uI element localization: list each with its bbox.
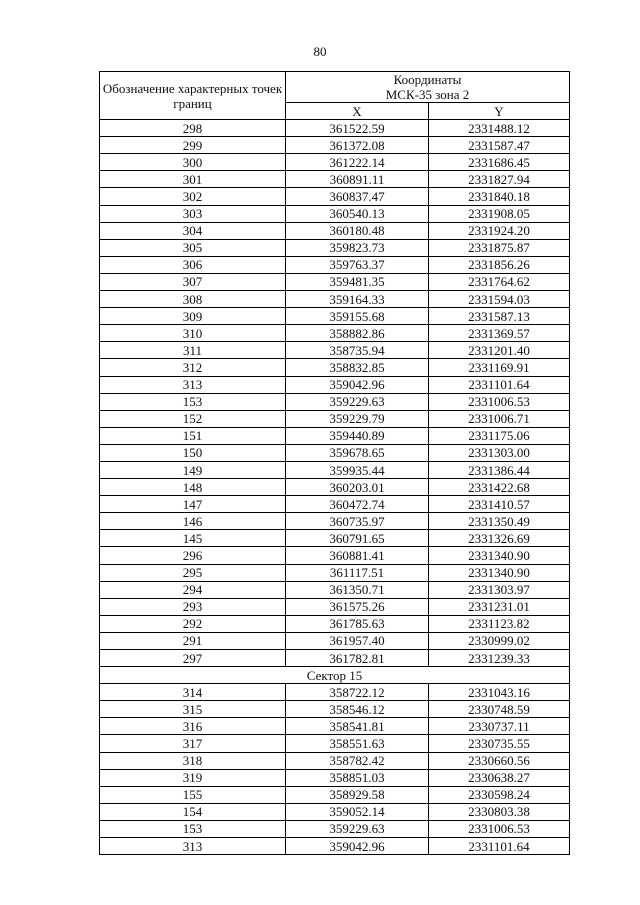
x-coordinate-cell: 360881.41 bbox=[286, 547, 429, 564]
y-coordinate-cell: 2330737.11 bbox=[429, 718, 570, 735]
point-label-header bbox=[100, 72, 286, 120]
y-coordinate-cell: 2331101.64 bbox=[429, 376, 570, 393]
x-coordinate-cell: 359823.73 bbox=[286, 239, 429, 256]
point-number-cell: 302 bbox=[100, 188, 286, 205]
x-coordinate-cell: 358546.12 bbox=[286, 701, 429, 718]
y-coordinate-cell: 2331231.01 bbox=[429, 598, 570, 615]
point-number-cell: 155 bbox=[100, 786, 286, 803]
table-row bbox=[100, 171, 570, 188]
y-coordinate-cell: 2331924.20 bbox=[429, 222, 570, 239]
point-number-cell: 309 bbox=[100, 308, 286, 325]
y-coordinate-cell: 2331169.91 bbox=[429, 359, 570, 376]
x-coordinate-cell: 360735.97 bbox=[286, 513, 429, 530]
point-number-cell: 308 bbox=[100, 291, 286, 308]
point-number-cell: 310 bbox=[100, 325, 286, 342]
y-coordinate-cell: 2331101.64 bbox=[429, 838, 570, 855]
y-coordinate-cell: 2330803.38 bbox=[429, 803, 570, 820]
table-row bbox=[100, 803, 570, 820]
point-number-cell: 299 bbox=[100, 137, 286, 154]
y-coordinate-cell: 2331006.53 bbox=[429, 820, 570, 837]
x-coordinate-cell: 360203.01 bbox=[286, 479, 429, 496]
point-number-cell: 315 bbox=[100, 701, 286, 718]
point-number-cell: 297 bbox=[100, 650, 286, 667]
x-coordinate-cell: 359935.44 bbox=[286, 461, 429, 478]
y-coordinate-cell: 2331123.82 bbox=[429, 615, 570, 632]
y-coordinate-cell: 2330999.02 bbox=[429, 632, 570, 649]
y-coordinate-cell: 2331840.18 bbox=[429, 188, 570, 205]
x-coordinate-cell: 358782.42 bbox=[286, 752, 429, 769]
table-row bbox=[100, 479, 570, 496]
table-row bbox=[100, 359, 570, 376]
point-number-cell: 293 bbox=[100, 598, 286, 615]
point-label-text: Обозначение характерных точек границ bbox=[102, 80, 283, 111]
coordinates-header bbox=[286, 72, 570, 103]
x-coordinate-cell: 360472.74 bbox=[286, 496, 429, 513]
point-number-cell: 301 bbox=[100, 171, 286, 188]
table-row bbox=[100, 410, 570, 427]
table-row bbox=[100, 769, 570, 786]
x-coordinate-cell: 359678.65 bbox=[286, 444, 429, 461]
x-coordinate-cell: 359229.79 bbox=[286, 410, 429, 427]
y-coordinate-cell: 2331006.71 bbox=[429, 410, 570, 427]
x-coordinate-cell: 359052.14 bbox=[286, 803, 429, 820]
table-row bbox=[100, 547, 570, 564]
point-number-cell: 154 bbox=[100, 803, 286, 820]
table-row bbox=[100, 598, 570, 615]
y-coordinate-cell: 2331303.00 bbox=[429, 444, 570, 461]
x-coordinate-cell: 361350.71 bbox=[286, 581, 429, 598]
point-number-cell: 307 bbox=[100, 273, 286, 290]
table-row bbox=[100, 120, 570, 137]
table-row bbox=[100, 273, 570, 290]
table-row bbox=[100, 325, 570, 342]
x-coordinate-cell: 360791.65 bbox=[286, 530, 429, 547]
point-number-cell: 147 bbox=[100, 496, 286, 513]
x-coordinate-cell: 360540.13 bbox=[286, 205, 429, 222]
point-number-cell: 153 bbox=[100, 393, 286, 410]
x-coordinate-cell: 358851.03 bbox=[286, 769, 429, 786]
x-coordinate-cell: 360837.47 bbox=[286, 188, 429, 205]
point-number-cell: 300 bbox=[100, 154, 286, 171]
x-coordinate-cell: 358929.58 bbox=[286, 786, 429, 803]
y-coordinate-cell: 2331350.49 bbox=[429, 513, 570, 530]
table-body bbox=[100, 120, 570, 667]
point-number-cell: 304 bbox=[100, 222, 286, 239]
table-row bbox=[100, 427, 570, 444]
y-coordinate-cell: 2330638.27 bbox=[429, 769, 570, 786]
x-coordinate-cell: 359440.89 bbox=[286, 427, 429, 444]
x-coordinate-cell: 361222.14 bbox=[286, 154, 429, 171]
y-column-header: Y bbox=[429, 103, 570, 120]
x-coordinate-cell: 358882.86 bbox=[286, 325, 429, 342]
y-coordinate-cell: 2331908.05 bbox=[429, 205, 570, 222]
table-row bbox=[100, 650, 570, 667]
point-number-cell: 311 bbox=[100, 342, 286, 359]
x-coordinate-cell: 359763.37 bbox=[286, 256, 429, 273]
table-row bbox=[100, 342, 570, 359]
point-number-cell: 295 bbox=[100, 564, 286, 581]
point-number-cell: 146 bbox=[100, 513, 286, 530]
y-coordinate-cell: 2330598.24 bbox=[429, 786, 570, 803]
point-number-cell: 314 bbox=[100, 684, 286, 701]
point-number-cell: 313 bbox=[100, 376, 286, 393]
sector-label: Сектор 15 bbox=[100, 667, 570, 684]
table-row bbox=[100, 291, 570, 308]
y-coordinate-cell: 2331422.68 bbox=[429, 479, 570, 496]
x-coordinate-cell: 358541.81 bbox=[286, 718, 429, 735]
point-number-cell: 312 bbox=[100, 359, 286, 376]
table-row bbox=[100, 188, 570, 205]
sector-row bbox=[100, 667, 570, 684]
x-coordinate-cell: 361575.26 bbox=[286, 598, 429, 615]
x-coordinate-cell: 359229.63 bbox=[286, 393, 429, 410]
y-coordinate-cell: 2331201.40 bbox=[429, 342, 570, 359]
table-row bbox=[100, 239, 570, 256]
y-coordinate-cell: 2331686.45 bbox=[429, 154, 570, 171]
table-row bbox=[100, 581, 570, 598]
sector-table-body bbox=[100, 684, 570, 855]
x-coordinate-cell: 360891.11 bbox=[286, 171, 429, 188]
x-coordinate-cell: 361782.81 bbox=[286, 650, 429, 667]
point-number-cell: 298 bbox=[100, 120, 286, 137]
table-row bbox=[100, 513, 570, 530]
x-coordinate-cell: 358832.85 bbox=[286, 359, 429, 376]
y-coordinate-cell: 2331587.47 bbox=[429, 137, 570, 154]
table-row bbox=[100, 393, 570, 410]
table-row bbox=[100, 838, 570, 855]
table-row bbox=[100, 154, 570, 171]
table-row bbox=[100, 222, 570, 239]
coordinates-title: Координаты bbox=[393, 72, 462, 87]
table-row bbox=[100, 530, 570, 547]
point-number-cell: 316 bbox=[100, 718, 286, 735]
x-coordinate-cell: 358551.63 bbox=[286, 735, 429, 752]
x-coordinate-cell: 359164.33 bbox=[286, 291, 429, 308]
table-row bbox=[100, 376, 570, 393]
table-row bbox=[100, 718, 570, 735]
point-number-cell: 148 bbox=[100, 479, 286, 496]
point-number-cell: 153 bbox=[100, 820, 286, 837]
y-coordinate-cell: 2331175.06 bbox=[429, 427, 570, 444]
point-number-cell: 306 bbox=[100, 256, 286, 273]
point-number-cell: 296 bbox=[100, 547, 286, 564]
point-number-cell: 319 bbox=[100, 769, 286, 786]
y-coordinate-cell: 2330660.56 bbox=[429, 752, 570, 769]
table-row bbox=[100, 786, 570, 803]
y-coordinate-cell: 2331006.53 bbox=[429, 393, 570, 410]
point-number-cell: 291 bbox=[100, 632, 286, 649]
table-header bbox=[100, 72, 570, 120]
table-row bbox=[100, 820, 570, 837]
point-number-cell: 150 bbox=[100, 444, 286, 461]
y-coordinate-cell: 2331764.62 bbox=[429, 273, 570, 290]
x-coordinate-cell: 358722.12 bbox=[286, 684, 429, 701]
y-coordinate-cell: 2331239.33 bbox=[429, 650, 570, 667]
y-coordinate-cell: 2331594.03 bbox=[429, 291, 570, 308]
point-number-cell: 313 bbox=[100, 838, 286, 855]
x-coordinate-cell: 361117.51 bbox=[286, 564, 429, 581]
x-coordinate-cell: 360180.48 bbox=[286, 222, 429, 239]
y-coordinate-cell: 2331827.94 bbox=[429, 171, 570, 188]
table-row bbox=[100, 137, 570, 154]
point-number-cell: 294 bbox=[100, 581, 286, 598]
table-row bbox=[100, 256, 570, 273]
point-number-cell: 151 bbox=[100, 427, 286, 444]
point-number-cell: 318 bbox=[100, 752, 286, 769]
point-number-cell: 317 bbox=[100, 735, 286, 752]
y-coordinate-cell: 2331875.87 bbox=[429, 239, 570, 256]
table-row bbox=[100, 308, 570, 325]
point-number-cell: 152 bbox=[100, 410, 286, 427]
table-row bbox=[100, 735, 570, 752]
y-coordinate-cell: 2331043.16 bbox=[429, 684, 570, 701]
point-number-cell: 149 bbox=[100, 461, 286, 478]
y-coordinate-cell: 2331369.57 bbox=[429, 325, 570, 342]
point-number-cell: 303 bbox=[100, 205, 286, 222]
x-coordinate-cell: 359229.63 bbox=[286, 820, 429, 837]
page-number: 80 bbox=[313, 44, 327, 59]
coordinates-table bbox=[99, 71, 570, 855]
table-row bbox=[100, 444, 570, 461]
y-coordinate-cell: 2331340.90 bbox=[429, 547, 570, 564]
x-coordinate-cell: 359481.35 bbox=[286, 273, 429, 290]
point-number-cell: 292 bbox=[100, 615, 286, 632]
table-row bbox=[100, 701, 570, 718]
table-row bbox=[100, 632, 570, 649]
x-coordinate-cell: 361372.08 bbox=[286, 137, 429, 154]
y-coordinate-cell: 2331488.12 bbox=[429, 120, 570, 137]
y-coordinate-cell: 2330748.59 bbox=[429, 701, 570, 718]
y-coordinate-cell: 2331386.44 bbox=[429, 461, 570, 478]
table-row bbox=[100, 752, 570, 769]
x-coordinate-cell: 359042.96 bbox=[286, 838, 429, 855]
sector-heading bbox=[100, 667, 570, 684]
coordinate-system-label: МСК-35 зона 2 bbox=[385, 87, 470, 102]
x-coordinate-cell: 361957.40 bbox=[286, 632, 429, 649]
y-coordinate-cell: 2331340.90 bbox=[429, 564, 570, 581]
x-coordinate-cell: 358735.94 bbox=[286, 342, 429, 359]
table-row bbox=[100, 564, 570, 581]
y-coordinate-cell: 2330735.55 bbox=[429, 735, 570, 752]
table-row bbox=[100, 684, 570, 701]
y-coordinate-cell: 2331410.57 bbox=[429, 496, 570, 513]
table-row bbox=[100, 461, 570, 478]
y-coordinate-cell: 2331587.13 bbox=[429, 308, 570, 325]
point-number-cell: 145 bbox=[100, 530, 286, 547]
x-coordinate-cell: 361522.59 bbox=[286, 120, 429, 137]
table-row bbox=[100, 205, 570, 222]
table-row bbox=[100, 496, 570, 513]
point-number-cell: 305 bbox=[100, 239, 286, 256]
x-coordinate-cell: 361785.63 bbox=[286, 615, 429, 632]
y-coordinate-cell: 2331856.26 bbox=[429, 256, 570, 273]
y-coordinate-cell: 2331303.97 bbox=[429, 581, 570, 598]
x-coordinate-cell: 359155.68 bbox=[286, 308, 429, 325]
table-row bbox=[100, 615, 570, 632]
y-coordinate-cell: 2331326.69 bbox=[429, 530, 570, 547]
x-coordinate-cell: 359042.96 bbox=[286, 376, 429, 393]
x-column-header: X bbox=[286, 103, 429, 120]
